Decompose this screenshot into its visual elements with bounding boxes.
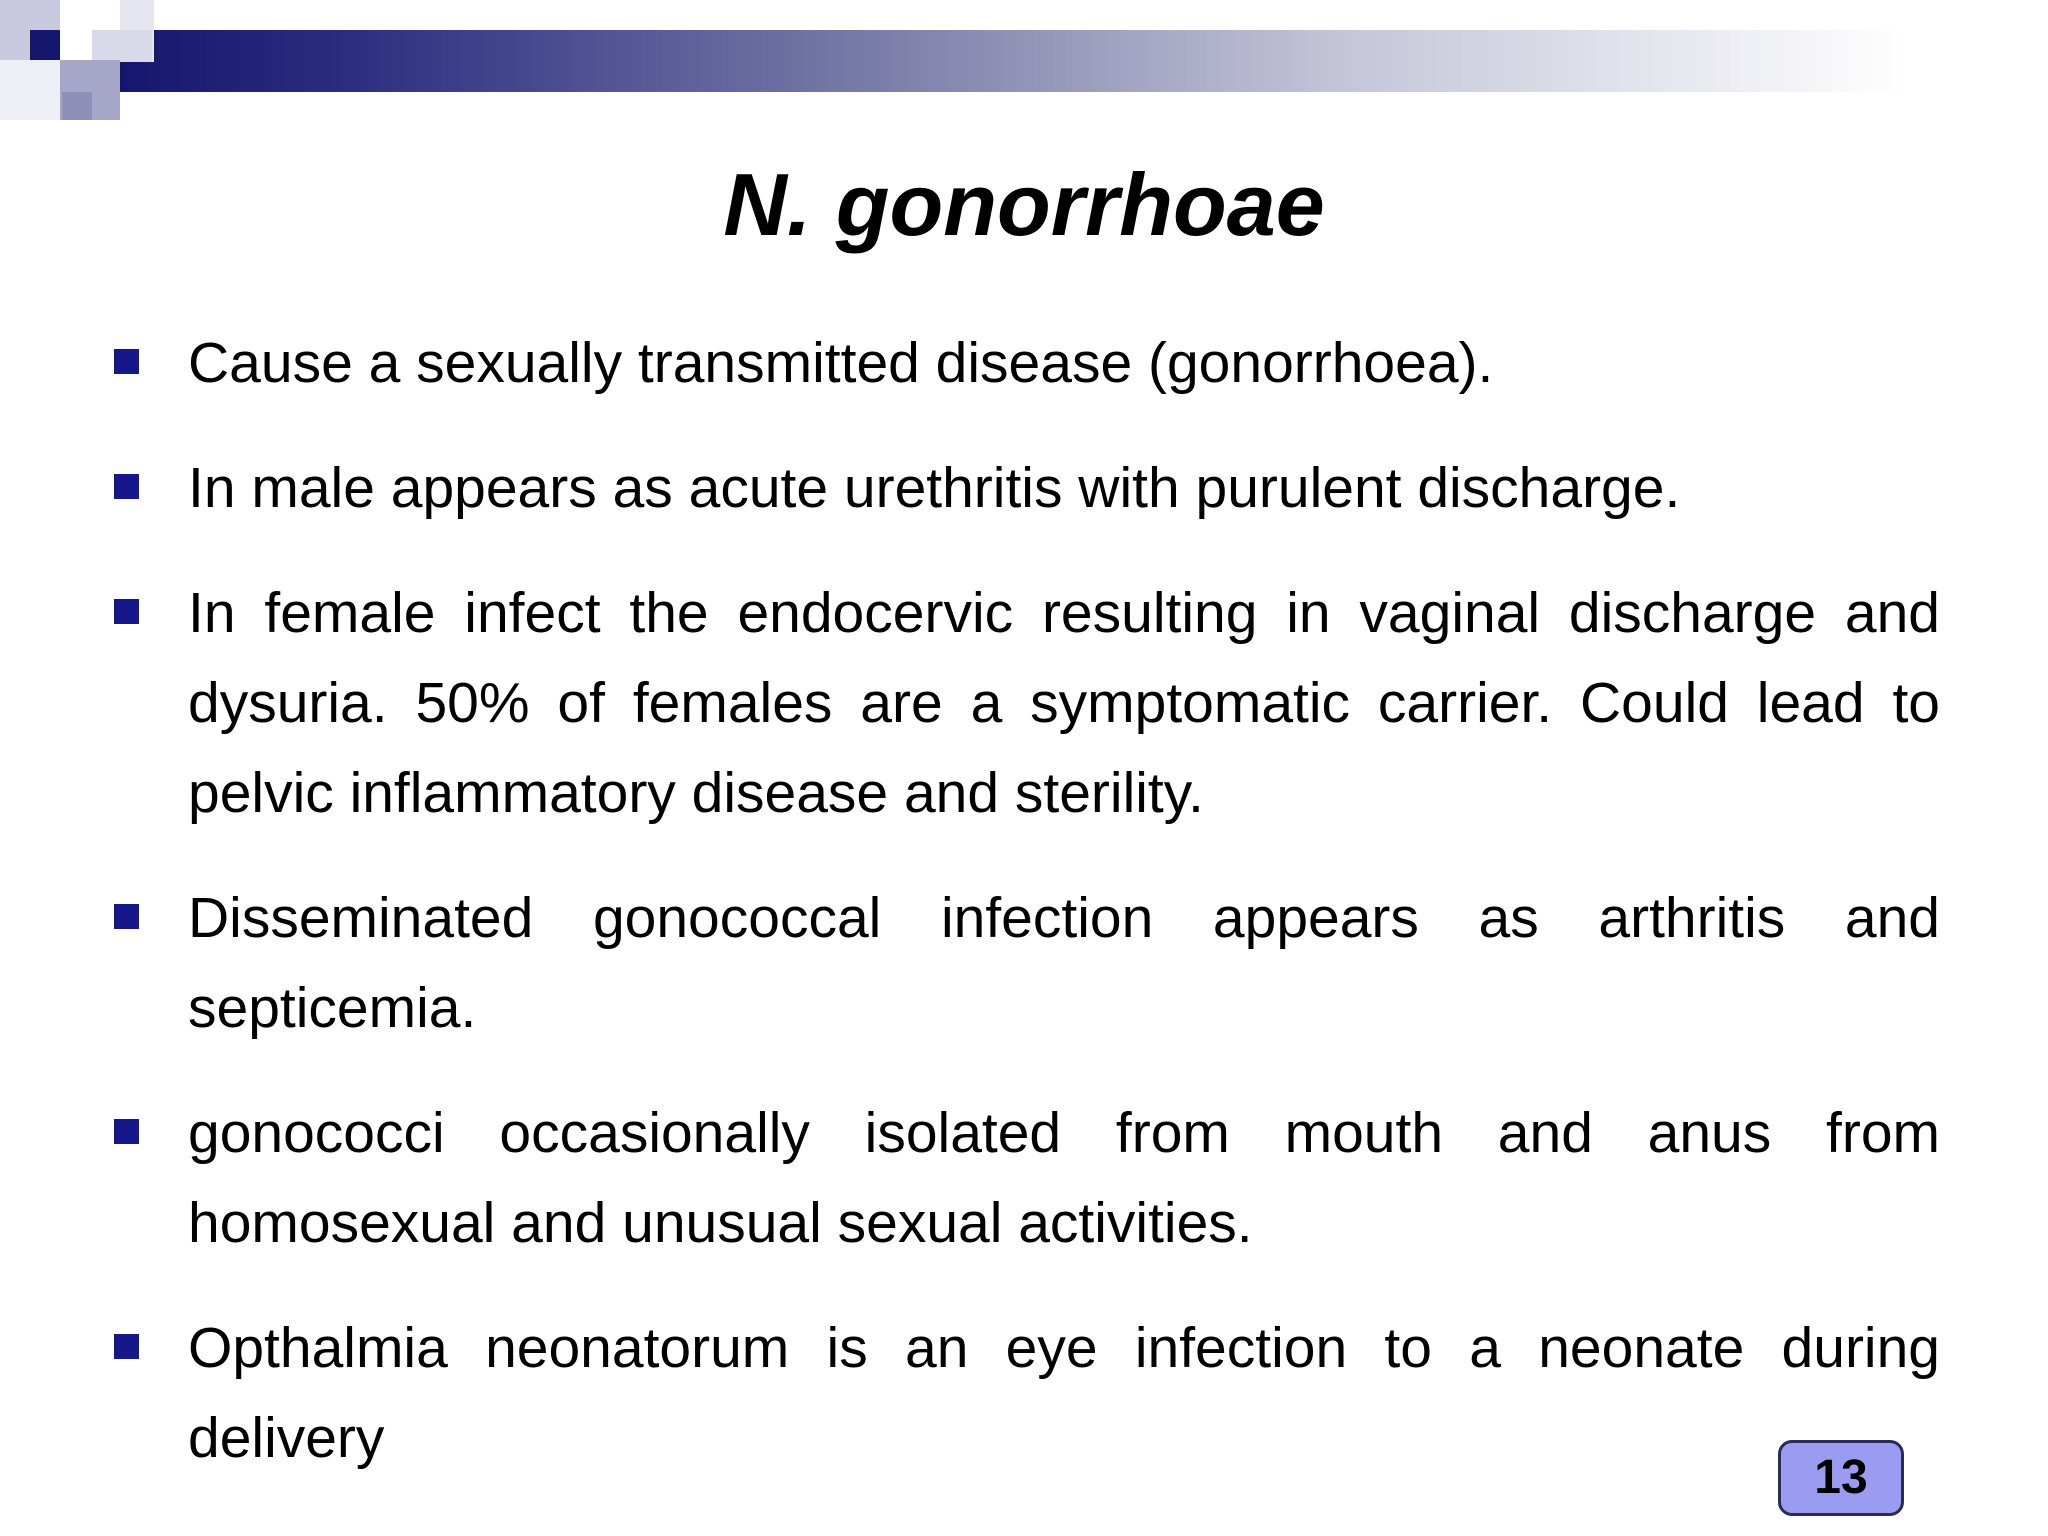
bullet-list [110,318,1940,1518]
square-bullet-icon [114,349,139,374]
page-number-badge: 13 [1778,1440,1904,1516]
square-bullet-icon [114,599,139,624]
bullet-text: gonococci occasionally isolated from mouth and anus from homosexual and unusual sexual activities. [188,1101,1940,1255]
square-bullet-icon [114,1119,139,1144]
bullet-text: Opthalmia neonatorum is an eye infection to a neonate during delivery [188,1316,1940,1470]
square-bullet-icon [114,474,139,499]
bullet-text: Cause a sexually transmitted disease (gonorrhoea). [188,331,1494,395]
bullet-text: In female infect the endocervic resulting in vaginal discharge and dysuria. 50% of females are a symptomatic carrier. Could lead to pelvic inflammatory disease and sterility. [188,581,1940,825]
bullet-item [110,443,1940,533]
bullet-text: In male appears as acute urethritis with purulent discharge. [188,456,1681,520]
slide-title: N. gonorrhoae [723,155,1325,254]
bullet-item [110,568,1940,838]
bullet-item [110,873,1940,1053]
header-gradient-band [120,30,2000,92]
bullet-text: Disseminated gonococcal infection appears as arthritis and septicemia. [188,886,1940,1040]
bullet-item [110,318,1940,408]
bullet-item [110,1303,1940,1483]
square-bullet-icon [114,1334,139,1359]
square-bullet-icon [114,904,139,929]
bullet-item [110,1088,1940,1268]
